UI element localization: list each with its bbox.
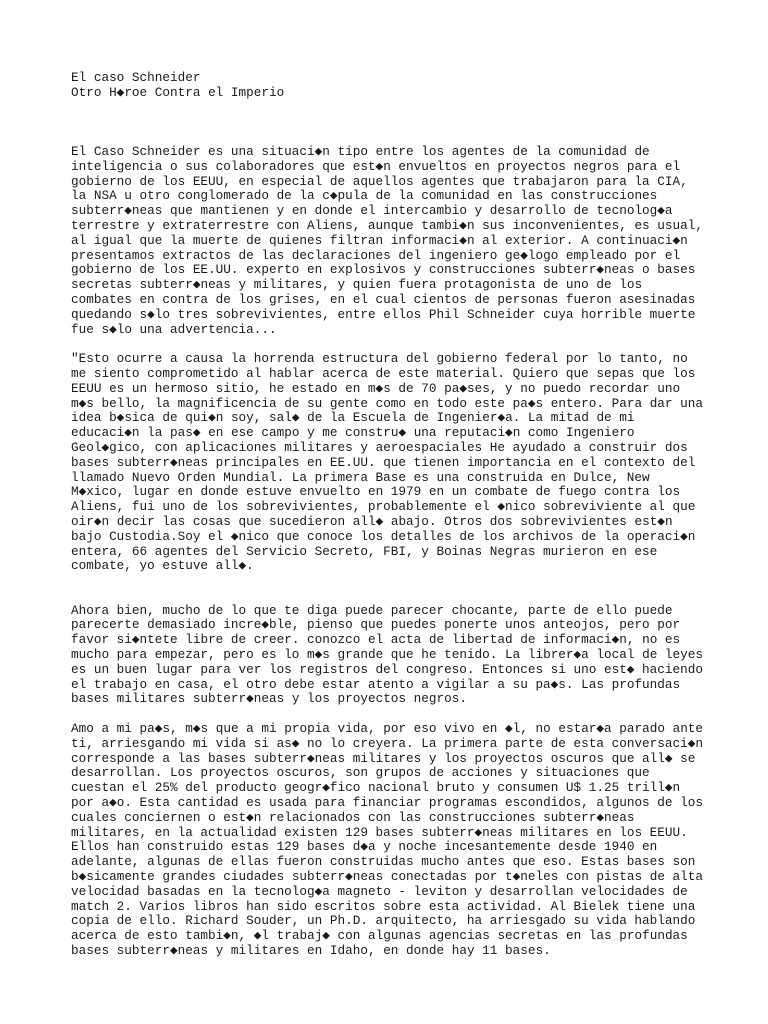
- text-line: m◆s bello, la magnificencia de su gente como en todo este pa◆s entero. Para dar una: [71, 395, 703, 411]
- text-line: llamado Nuevo Orden Mundial. La primera Base es una construida en Dulce, New: [71, 469, 650, 485]
- paragraph-4: [71, 722, 711, 959]
- document-title: El caso Schneider: [71, 70, 201, 85]
- text-line: combate, yo estuve all◆.: [71, 558, 254, 574]
- text-line: desarrollan. Los proyectos oscuros, son grupos de acciones y situaciones que: [71, 765, 650, 781]
- text-line: secretas subterr◆neas y militares, y quien fuera protagonista de uno de los: [71, 277, 643, 293]
- document-subtitle: Otro H◆roe Contra el Imperio: [71, 84, 285, 100]
- text-line: subterr◆neas que mantienen y en donde el intercambio y desarrollo de tecnolog◆a: [71, 203, 673, 219]
- text-line: corresponde a las bases subterr◆neas militares y los proyectos oscuros que all◆ se: [71, 750, 696, 766]
- text-line: oir◆n decir las cosas que sucedieron all◆ abajo. Otros dos sobrevivientes est◆n: [71, 513, 673, 529]
- text-line: copia de ello. Richard Souder, un Ph.D. arquitecto, ha arriesgado su vida hablando: [71, 913, 696, 929]
- text-line: ti, arriesgando mi vida si as◆ no lo creyera. La primera parte de esta conversaci◆n: [71, 735, 703, 751]
- text-line: EEUU es un hermoso sitio, he estado en m◆s de 70 pa◆ses, y no puedo recordar uno: [71, 380, 681, 396]
- text-line: Ahora bien, mucho de lo que te diga puede parecer chocante, parte de ello puede: [71, 602, 673, 618]
- text-line: educaci◆n la pas◆ en ese campo y me constru◆ una reputaci◆n como Ingeniero: [71, 425, 635, 441]
- text-line: cuestan el 25% del producto geogr◆fico nacional bruto y consumen U$ 1.25 trill◆n: [71, 780, 681, 796]
- paragraph-1: [71, 145, 711, 337]
- text-line: mucho para empezar, pero es lo m◆s grande que he tenido. La librer◆a local de leyes: [71, 647, 703, 663]
- text-line: gobierno de los EE.UU. experto en explosivos y construcciones subterr◆neas o bases: [71, 262, 696, 278]
- text-line: quedando s◆lo tres sobrevivientes, entre ellos Phil Schneider cuya horrible muerte: [71, 306, 696, 322]
- text-line: es un buen lugar para ver los registros del congreso. Entonces si uno est◆ haciendo: [71, 661, 703, 677]
- text-line: Geol◆gico, con aplicaciones militares y aeroespaciales He ayudado a construir dos: [71, 439, 688, 455]
- text-line: presentamos extractos de las declaraciones del ingeniero ge◆logo empleado por el: [71, 247, 681, 263]
- text-line: idea b◆sica de qui◆n soy, sal◆ de la Escuela de Ingenier◆a. La mitad de mi: [71, 410, 635, 426]
- text-line: la NSA u otro conglomerado de la c◆pula de la comunidad en las construcciones: [71, 188, 658, 204]
- text-line: combates en contra de los grises, en el cual cientos de personas fueron asesinadas: [71, 291, 696, 307]
- text-line: acerca de esto tambi◆n, ◆l trabaj◆ con algunas agencias secretas en las profundas: [71, 928, 688, 944]
- text-line: fue s◆lo una advertencia...: [71, 321, 277, 337]
- text-line: por a◆o. Esta cantidad es usada para financiar programas escondidos, algunos de los: [71, 795, 703, 811]
- document-page: [71, 71, 711, 959]
- text-line: bajo Custodia.Soy el ◆nico que conoce los detalles de los archivos de la operaci◆n: [71, 528, 696, 544]
- text-line: gobierno de los EEUU, en especial de aquellos agentes que trabajaron para la CIA,: [71, 173, 688, 189]
- text-line: Aliens, fui uno de los sobrevivientes, probablemente el ◆nico sobreviviente al que: [71, 499, 696, 515]
- text-line: "Esto ocurre a causa la horrenda estructura del gobierno federal por lo tanto, no: [71, 351, 688, 367]
- text-line: me siento comprometido al hablar acerca de este material. Quiero que sepas que los: [71, 365, 696, 381]
- text-line: bases subterr◆neas principales en EE.UU. que tienen importancia en el contexto del: [71, 454, 696, 470]
- text-line: adelante, algunas de ellas fueron construidas mucho antes que eso. Estas bases son: [71, 854, 696, 870]
- text-line: al igual que la muerte de quienes filtran informaci◆n al exterior. A continuaci◆n: [71, 232, 688, 248]
- text-line: velocidad basadas en la tecnolog◆a magneto - leviton y desarrollan velocidades de: [71, 883, 688, 899]
- text-line: militares, en la actualidad existen 129 bases subterr◆neas militares en los EEUU.: [71, 824, 688, 840]
- paragraph-2: [71, 352, 711, 574]
- text-line: Amo a mi pa◆s, m◆s que a mi propia vida, por eso vivo en ◆l, no estar◆a parado ante: [71, 721, 704, 737]
- text-line: bases militares subterr◆neas y los proyectos negros.: [71, 691, 467, 707]
- text-line: M◆xico, lugar en donde estuve envuelto en 1979 en un combate de fuego contra los: [71, 484, 681, 500]
- text-line: parecerte demasiado incre◆ble, pienso que puedes ponerte unos anteojos, pero por: [71, 617, 681, 633]
- document-heading: [71, 71, 711, 101]
- text-line: inteligencia o sus colaboradores que est◆n envueltos en proyectos negros para el: [71, 158, 681, 174]
- paragraph-3: [71, 604, 711, 708]
- text-line: entera, 66 agentes del Servicio Secreto, FBI, y Boinas Negras murieron en ese: [71, 543, 658, 559]
- text-line: bases subterr◆neas y militares en Idaho, en donde hay 11 bases.: [71, 943, 551, 959]
- text-line: match 2. Varios libros han sido escritos sobre esta actividad. Al Bielek tiene una: [71, 898, 696, 914]
- text-line: terrestre y extraterrestre con Aliens, aunque tambi◆n sus inconvenientes, es usual,: [71, 217, 703, 233]
- text-line: el trabajo en casa, el otro debe estar atento a vigilar a su pa◆s. Las profundas: [71, 676, 681, 692]
- text-line: Ellos han construido estas 129 bases d◆a y noche incesantemente desde 1940 en: [71, 839, 658, 855]
- text-line: El Caso Schneider es una situaci◆n tipo entre los agentes de la comunidad de: [71, 143, 650, 159]
- text-line: cuales conciernen o est◆n relacionados con las construcciones subterr◆neas: [71, 809, 635, 825]
- text-line: b◆sicamente grandes ciudades subterr◆neas conectadas por t◆neles con pistas de alta: [71, 869, 704, 885]
- text-line: favor si◆ntete libre de creer. conozco el acta de libertad de informaci◆n, no es: [71, 632, 681, 648]
